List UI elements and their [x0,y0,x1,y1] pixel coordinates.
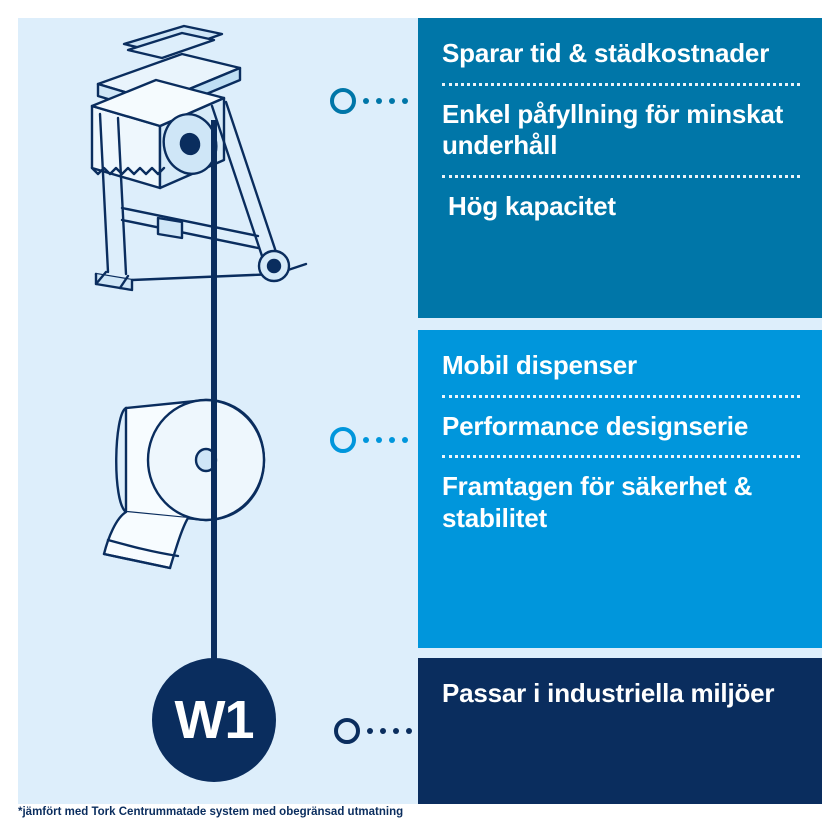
feature-item: Passar i industriella miljöer [442,678,775,708]
feature-item: Hög kapacitet [448,191,616,222]
feature-divider [442,455,800,458]
system-badge [152,658,276,782]
ring-icon [330,88,356,114]
dotted-leader [363,437,408,443]
paper-roll-illustration [78,388,308,583]
feature-item: Mobil dispenser [442,350,637,380]
dotted-leader [367,728,412,734]
feature-block-teal [418,18,822,318]
dispenser-illustration [62,22,322,307]
ring-icon [330,427,356,453]
connector-block-3 [334,718,412,744]
feature-block-navy [418,658,822,804]
footnote: *jämfört med Tork Centrummatade system med obegränsad utmatning [18,806,404,818]
connector-block-2 [330,427,408,453]
feature-divider [442,395,800,398]
system-badge-label: W1 [174,690,254,750]
feature-item: Performance designserie [442,410,749,441]
connector-block-1 [330,88,408,114]
feature-item: Sparar tid & städkostnader [442,38,770,68]
dotted-leader [363,98,408,104]
ring-icon [334,718,360,744]
feature-item: Enkel påfyllning för minskat underhåll [442,98,784,161]
feature-item: Framtagen för säkerhet & stabilitet [442,471,753,534]
feature-block-blue [418,330,822,648]
connector-spine [211,120,217,680]
feature-divider [442,83,800,86]
feature-divider [442,175,800,178]
